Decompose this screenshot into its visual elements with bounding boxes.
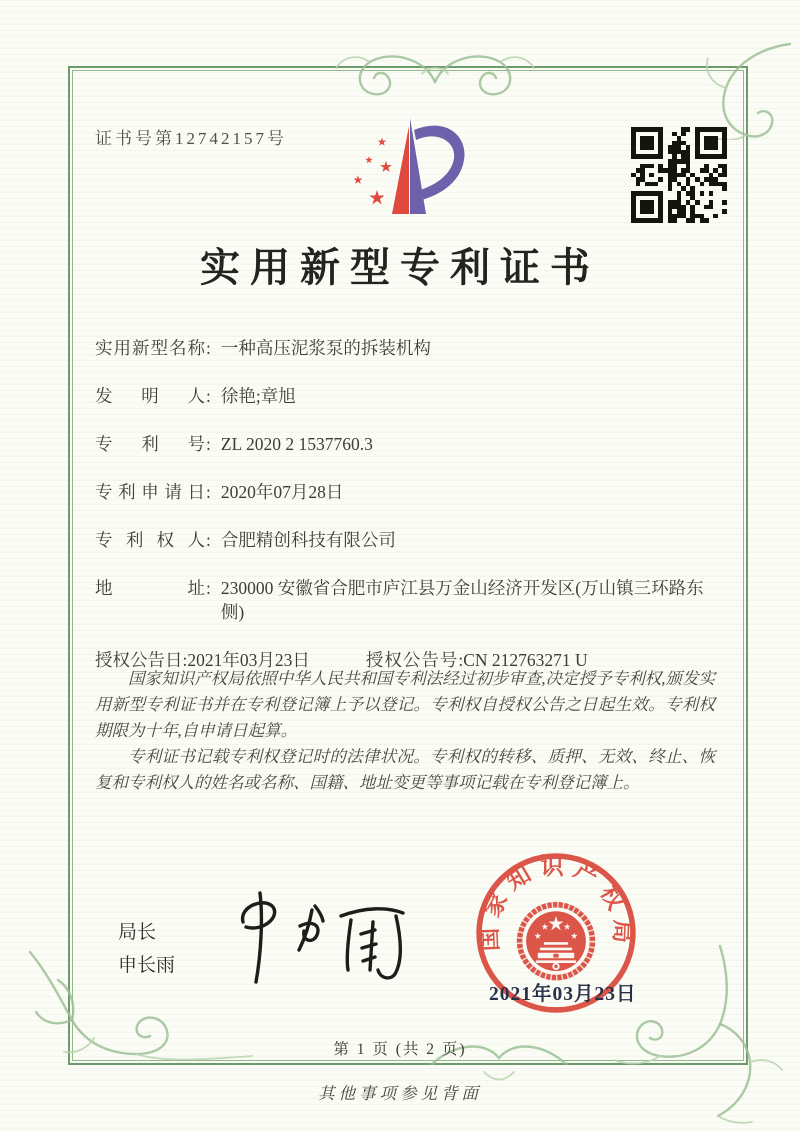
field-label: 实用新型名称 bbox=[95, 338, 205, 358]
seal-text: 国家知识产权局 bbox=[476, 854, 636, 952]
director-name: 申长雨 bbox=[118, 955, 176, 976]
director-block bbox=[118, 916, 175, 982]
field-label: 发明人 bbox=[95, 386, 205, 406]
field-label: 地址 bbox=[95, 578, 205, 598]
field-colon: : bbox=[458, 650, 464, 670]
cnipa-logo bbox=[330, 104, 482, 232]
director-signature bbox=[215, 880, 415, 992]
top-right-flourish bbox=[682, 36, 794, 140]
field-row-filing-date bbox=[95, 480, 717, 504]
top-center-flourish bbox=[330, 40, 540, 110]
legal-paragraph-1: 国家知识产权局依照中华人民共和国专利法经过初步审查,决定授予专利权,颁发实用新型专利证书并在专利登记簿上予以登记。专利权自授权公告之日起生效。专利权期限为十年,自申请日起算。 bbox=[95, 669, 715, 740]
field-label: 专利权人 bbox=[95, 530, 205, 550]
field-value: 2020年07月28日 bbox=[220, 482, 344, 502]
field-colon: : bbox=[206, 482, 211, 502]
field-row-patentee bbox=[95, 528, 717, 552]
logo-stars bbox=[353, 137, 391, 204]
field-label: 专利申请日 bbox=[95, 482, 205, 502]
seal-national-emblem bbox=[520, 905, 593, 978]
fields-block bbox=[95, 336, 717, 672]
field-colon: : bbox=[182, 650, 188, 670]
certificate-number: 证书号第12742157号 bbox=[95, 129, 287, 148]
field-value: 合肥精创科技有限公司 bbox=[220, 530, 396, 550]
qr-code bbox=[631, 127, 727, 223]
legal-paragraph-2: 专利证书记载专利权登记时的法律状况。专利权的转移、质押、无效、终止、恢复和专利权人的姓名或名称、国籍、地址变更等事项记载在专利登记簿上。 bbox=[95, 747, 715, 792]
field-row-utility-model-name bbox=[95, 336, 717, 360]
field-value: 230000 安徽省合肥市庐江县万金山经济开发区(万山镇三环路东侧) bbox=[220, 578, 704, 622]
field-value: ZL 2020 2 1537760.3 bbox=[220, 434, 373, 454]
field-value: 一种高压泥浆泵的拆装机构 bbox=[220, 338, 431, 358]
field-colon: : bbox=[206, 434, 211, 454]
page-number: 第 1 页 (共 2 页) bbox=[333, 1041, 467, 1058]
field-row-patent-number bbox=[95, 432, 717, 456]
logo-p-bowl bbox=[414, 126, 465, 201]
grant-number-value: CN 212763271 U bbox=[463, 650, 588, 670]
field-colon: : bbox=[206, 338, 211, 358]
field-colon: : bbox=[206, 386, 211, 406]
seal-date: 2021年03月23日 bbox=[489, 984, 637, 1005]
legal-text-block bbox=[95, 666, 715, 796]
field-colon: : bbox=[206, 530, 211, 550]
field-colon: : bbox=[206, 578, 211, 598]
field-row-inventor bbox=[95, 384, 717, 408]
grant-number-label: 授权公告号 bbox=[365, 650, 459, 670]
grant-date-label: 授权公告日 bbox=[95, 650, 183, 670]
director-title: 局长 bbox=[118, 922, 157, 943]
grant-date-value: 2021年03月23日 bbox=[187, 650, 310, 670]
field-label: 专利号 bbox=[95, 434, 205, 454]
field-row-address bbox=[95, 576, 717, 624]
back-side-note: 其他事项参见背面 bbox=[318, 1084, 482, 1103]
logo-red-wedge bbox=[392, 126, 409, 214]
field-value: 徐艳;章旭 bbox=[220, 386, 296, 406]
certificate-title: 实用新型专利证书 bbox=[200, 245, 600, 290]
